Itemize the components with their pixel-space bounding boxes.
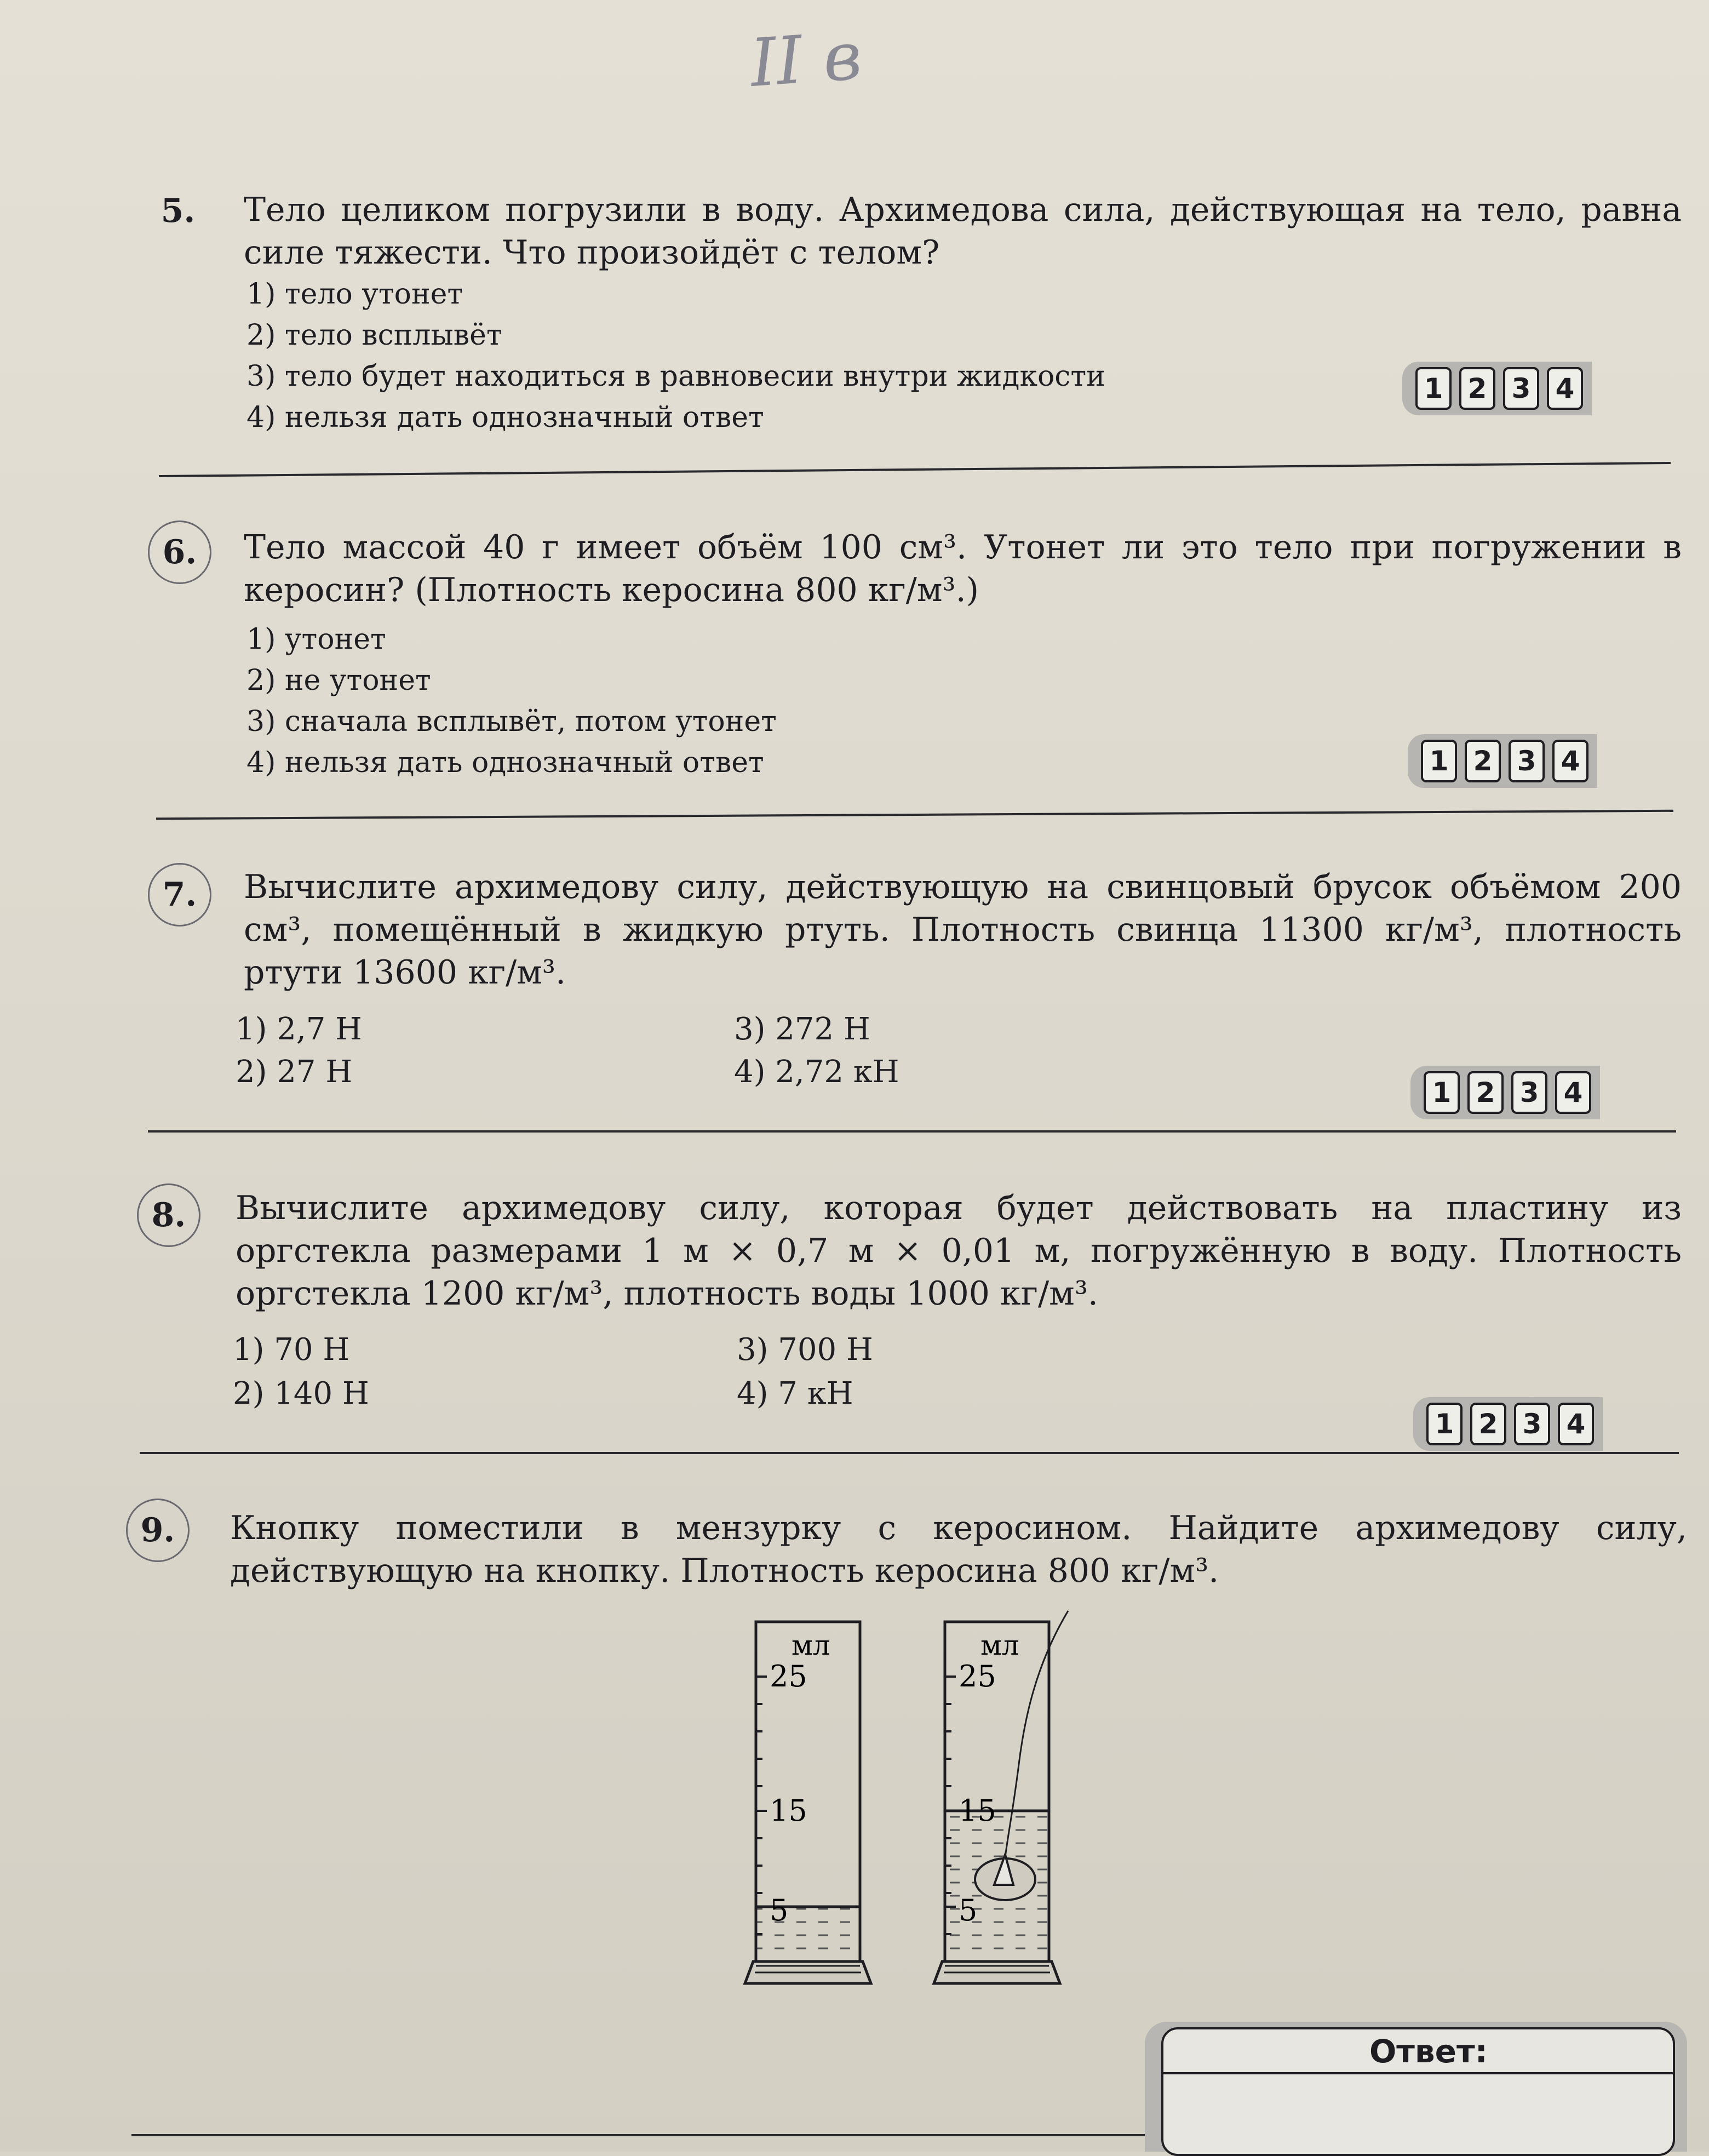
option-list [246,619,777,784]
option-1[interactable]: 1) 2,7 Н [236,1011,362,1047]
choice-box-2[interactable]: 2 [1459,367,1495,410]
option-2[interactable]: 2) не утонет [246,664,431,697]
option-4[interactable]: 4) нельзя дать однозначный ответ [246,401,764,434]
option-4[interactable]: 4) 2,72 кН [734,1054,899,1090]
option-3[interactable]: 3) тело будет находиться в равновесии внутри жидкости [246,360,1105,393]
mark-25: 25 [770,1659,807,1694]
option-2[interactable]: 2) тело всплывёт [246,319,502,352]
choice-box-4[interactable]: 4 [1552,740,1588,782]
mark-15: 15 [959,1793,996,1828]
choice-box-4[interactable]: 4 [1558,1403,1594,1445]
choice-box-2[interactable]: 2 [1470,1403,1506,1445]
answer-choice-boxes [1413,1397,1603,1451]
choice-box-4[interactable]: 4 [1555,1071,1591,1114]
option-2[interactable]: 2) 140 Н [233,1376,369,1411]
task-number: 6. [148,521,211,584]
cylinder-left [745,1622,871,1983]
option-3[interactable]: 3) 700 Н [737,1332,873,1368]
choice-box-3[interactable]: 3 [1511,1071,1547,1114]
choice-box-1[interactable]: 1 [1426,1403,1463,1445]
answer-choice-boxes [1410,1066,1600,1119]
option-4[interactable]: 4) 7 кН [737,1376,853,1411]
divider [131,2134,1145,2136]
option-2[interactable]: 2) 27 Н [236,1054,353,1090]
choice-box-3[interactable]: 3 [1509,740,1545,782]
answer-choice-boxes [1408,734,1597,788]
divider [156,810,1673,820]
question-text: Тело массой 40 г имеет объём 100 см³. Утонет ли это тело при погружении в керосин? (Плотность керосина 800 кг/м³.) [244,528,1682,609]
question-text: Кнопку поместили в мензурку с керосином. Найдите архимедову силу, действующую на кнопку. Плотность керосина 800 кг/м³. [230,1509,1687,1590]
divider [140,1452,1679,1454]
mark-5: 5 [959,1893,978,1928]
choice-box-1[interactable]: 1 [1424,1071,1460,1114]
divider [159,462,1671,477]
option-1[interactable]: 1) утонет [246,623,386,656]
choice-box-4[interactable]: 4 [1547,367,1583,410]
divider [148,1130,1676,1133]
mark-15: 15 [770,1793,807,1828]
choice-box-2[interactable]: 2 [1465,740,1501,782]
cylinder-right [934,1611,1068,1983]
choice-box-3[interactable]: 3 [1514,1403,1550,1445]
choice-box-3[interactable]: 3 [1503,367,1539,410]
question-text: Тело целиком погрузили в воду. Архимедова сила, действующая на тело, равна силе тяжести. Что произойдёт с телом? [244,191,1682,272]
task-number: 7. [148,863,211,927]
mark-5: 5 [770,1893,789,1928]
question-text: Вычислите архимедову силу, действующую на свинцовый брусок объёмом 200 см³, помещённый в жидкую ртуть. Плотность свинца 11300 кг/м³, плотность ртути 13600 кг/м³. [244,868,1682,992]
option-3[interactable]: 3) сначала всплывёт, потом утонет [246,705,777,738]
task-number: 8. [137,1183,200,1247]
option-3[interactable]: 3) 272 Н [734,1011,870,1047]
mark-25: 25 [959,1659,996,1694]
unit-label: мл [980,1629,1019,1661]
choice-box-1[interactable]: 1 [1421,740,1457,782]
choice-box-1[interactable]: 1 [1415,367,1452,410]
option-list [246,274,1105,438]
measuring-cylinders-figure [729,1600,1211,2016]
task-number: 9. [126,1499,190,1562]
question-text: Вычислите архимедову силу, которая будет действовать на пластину из оргстекла размерами 1 м × 0,7 м × 0,01 м, погружённую в воду. Плотность оргстекла 1200 кг/м³, плотность воды 1000 кг/м³. [236,1189,1682,1313]
choice-box-2[interactable]: 2 [1467,1071,1504,1114]
option-1[interactable]: 1) тело утонет [246,278,463,311]
task-number: 5. [160,192,196,230]
answer-label: Ответ: [1369,2033,1488,2070]
answer-divider [1161,2072,1675,2074]
option-1[interactable]: 1) 70 Н [233,1332,350,1368]
option-4[interactable]: 4) нельзя дать однозначный ответ [246,746,764,779]
handwritten-note: II в [748,18,864,102]
answer-choice-boxes [1402,362,1592,415]
unit-label: мл [792,1629,830,1661]
